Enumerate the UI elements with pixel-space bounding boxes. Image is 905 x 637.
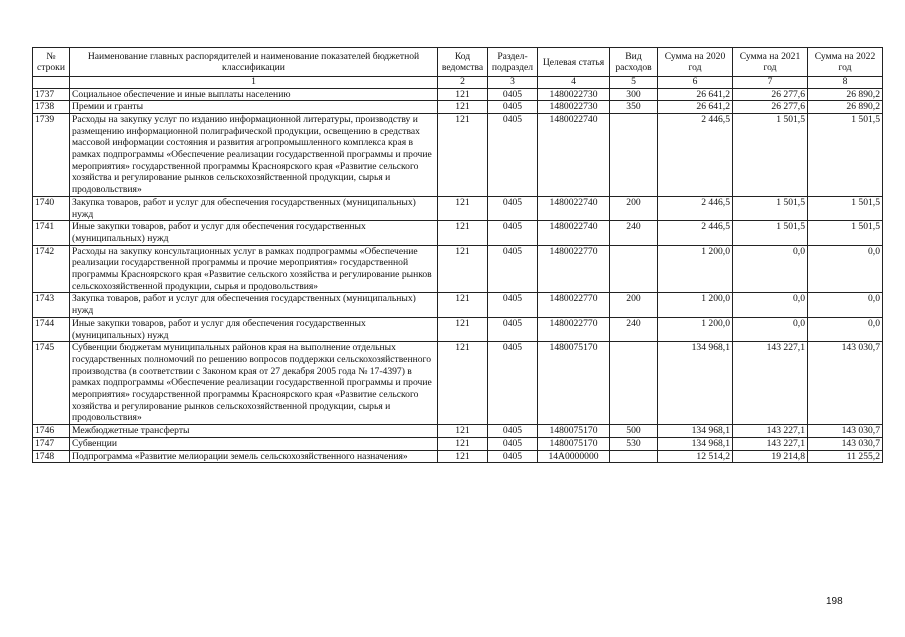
table-row	[33, 88, 883, 101]
row-number: 1737	[33, 88, 70, 101]
row-section: 0405	[488, 113, 538, 196]
row-number: 1743	[33, 293, 70, 317]
row-dept-code: 121	[438, 88, 488, 101]
row-sum-2020: 2 446,5	[658, 221, 733, 245]
row-name: Закупка товаров, работ и услуг для обеспечения государственных (муниципальных) нужд	[70, 196, 438, 220]
row-sum-2020: 134 968,1	[658, 437, 733, 450]
row-section: 0405	[488, 245, 538, 293]
row-sum-2021: 0,0	[733, 317, 808, 341]
row-name: Иные закупки товаров, работ и услуг для обеспечения государственных (муниципальных) нужд	[70, 221, 438, 245]
header-expense-type: Вид расходов	[610, 48, 658, 77]
budget-table	[32, 47, 883, 463]
row-section: 0405	[488, 221, 538, 245]
row-dept-code: 121	[438, 221, 488, 245]
table-row	[33, 425, 883, 438]
row-sum-2022: 1 501,5	[808, 196, 883, 220]
header-row-number: № строки	[33, 48, 70, 77]
row-target: 1480022730	[538, 88, 610, 101]
row-expense-type	[610, 342, 658, 425]
table-row	[33, 317, 883, 341]
row-sum-2022: 26 890,2	[808, 101, 883, 114]
row-sum-2021: 143 227,1	[733, 425, 808, 438]
row-target: 1480075170	[538, 425, 610, 438]
row-dept-code: 121	[438, 293, 488, 317]
row-expense-type: 200	[610, 293, 658, 317]
row-expense-type: 240	[610, 317, 658, 341]
row-dept-code: 121	[438, 425, 488, 438]
row-expense-type	[610, 450, 658, 463]
row-dept-code: 121	[438, 196, 488, 220]
row-target: 1480022770	[538, 293, 610, 317]
row-name: Премии и гранты	[70, 101, 438, 114]
page-number: 198	[826, 596, 843, 607]
row-name: Подпрограмма «Развитие мелиорации земель сельскохозяйственного назначения»	[70, 450, 438, 463]
row-sum-2020: 26 641,2	[658, 88, 733, 101]
row-section: 0405	[488, 425, 538, 438]
column-number: 4	[538, 77, 610, 89]
row-number: 1739	[33, 113, 70, 196]
table-row	[33, 101, 883, 114]
row-dept-code: 121	[438, 113, 488, 196]
row-sum-2020: 134 968,1	[658, 425, 733, 438]
row-sum-2022: 1 501,5	[808, 221, 883, 245]
row-sum-2021: 1 501,5	[733, 221, 808, 245]
row-dept-code: 121	[438, 342, 488, 425]
row-section: 0405	[488, 196, 538, 220]
header-target: Целевая статья	[538, 48, 610, 77]
row-target: 14А0000000	[538, 450, 610, 463]
budget-table-sheet	[32, 47, 882, 463]
row-number: 1740	[33, 196, 70, 220]
row-name: Субвенции	[70, 437, 438, 450]
row-sum-2022: 143 030,7	[808, 342, 883, 425]
row-target: 1480022740	[538, 196, 610, 220]
row-section: 0405	[488, 293, 538, 317]
row-name: Расходы на закупку услуг по изданию информационной литературы, производству и размещению информационной полиграфической продукции, освещению в средствах массовой информации состояния и развития агропромышленного комплекса края в рамках подпрограммы «Обеспечение реализации государственной программы и прочие мероприятия» государственной программы Красноярского края «Развитие сельского хозяйства и регулирование рынков сельскохозяйственной продукции, сырья и продовольствия»	[70, 113, 438, 196]
column-number: 6	[658, 77, 733, 89]
row-number: 1744	[33, 317, 70, 341]
row-sum-2021: 0,0	[733, 245, 808, 293]
row-sum-2021: 1 501,5	[733, 196, 808, 220]
column-number: 5	[610, 77, 658, 89]
row-sum-2020: 134 968,1	[658, 342, 733, 425]
row-name: Социальное обеспечение и иные выплаты населению	[70, 88, 438, 101]
row-dept-code: 121	[438, 450, 488, 463]
row-section: 0405	[488, 88, 538, 101]
row-name: Закупка товаров, работ и услуг для обеспечения государственных (муниципальных) нужд	[70, 293, 438, 317]
row-sum-2022: 0,0	[808, 317, 883, 341]
row-target: 1480075170	[538, 342, 610, 425]
row-sum-2020: 1 200,0	[658, 245, 733, 293]
header-sum-2020: Сумма на 2020 год	[658, 48, 733, 77]
row-expense-type	[610, 113, 658, 196]
row-sum-2021: 26 277,6	[733, 88, 808, 101]
row-expense-type: 240	[610, 221, 658, 245]
row-sum-2020: 1 200,0	[658, 317, 733, 341]
column-number: 1	[70, 77, 438, 89]
header-sum-2022: Сумма на 2022 год	[808, 48, 883, 77]
row-sum-2021: 1 501,5	[733, 113, 808, 196]
row-expense-type: 300	[610, 88, 658, 101]
table-row	[33, 342, 883, 425]
row-number: 1741	[33, 221, 70, 245]
row-number: 1738	[33, 101, 70, 114]
table-row	[33, 196, 883, 220]
row-name: Субвенции бюджетам муниципальных районов края на выполнение отдельных государственных полномочий по решению вопросов поддержки сельскохозяйственного производства (в соответствии с Законом края от 27 декабря 2005 года № 17-4397) в рамках подпрограммы «Обеспечение реализации государственной программы и прочие мероприятия» государственной программы Красноярского края «Развитие сельского хозяйства и регулирование рынков сельскохозяйственной продукции, сырья и продовольствия»	[70, 342, 438, 425]
table-header-row	[33, 48, 883, 77]
row-sum-2022: 0,0	[808, 293, 883, 317]
row-name: Межбюджетные трансферты	[70, 425, 438, 438]
row-sum-2020: 2 446,5	[658, 113, 733, 196]
row-section: 0405	[488, 101, 538, 114]
row-dept-code: 121	[438, 101, 488, 114]
column-number: 7	[733, 77, 808, 89]
row-sum-2022: 0,0	[808, 245, 883, 293]
table-row	[33, 450, 883, 463]
row-expense-type	[610, 245, 658, 293]
row-number: 1742	[33, 245, 70, 293]
row-target: 1480022730	[538, 101, 610, 114]
row-dept-code: 121	[438, 245, 488, 293]
row-name: Иные закупки товаров, работ и услуг для обеспечения государственных (муниципальных) нужд	[70, 317, 438, 341]
row-sum-2022: 143 030,7	[808, 425, 883, 438]
row-target: 1480075170	[538, 437, 610, 450]
row-sum-2021: 26 277,6	[733, 101, 808, 114]
row-number: 1746	[33, 425, 70, 438]
column-number: 8	[808, 77, 883, 89]
row-target: 1480022770	[538, 317, 610, 341]
row-sum-2021: 0,0	[733, 293, 808, 317]
header-name: Наименование главных распорядителей и наименование показателей бюджетной классификации	[70, 48, 438, 77]
row-sum-2021: 19 214,8	[733, 450, 808, 463]
column-number: 2	[438, 77, 488, 89]
row-sum-2021: 143 227,1	[733, 437, 808, 450]
row-sum-2020: 2 446,5	[658, 196, 733, 220]
row-number: 1745	[33, 342, 70, 425]
row-sum-2022: 11 255,2	[808, 450, 883, 463]
row-sum-2020: 12 514,2	[658, 450, 733, 463]
table-row	[33, 437, 883, 450]
row-section: 0405	[488, 450, 538, 463]
column-number-row	[33, 77, 883, 89]
table-row	[33, 221, 883, 245]
row-sum-2022: 143 030,7	[808, 437, 883, 450]
row-dept-code: 121	[438, 317, 488, 341]
row-name: Расходы на закупку консультационных услуг в рамках подпрограммы «Обеспечение реализации государственной программы и прочие мероприятия» государственной программы Красноярского края «Развитие сельского хозяйства и регулирование рынков сельскохозяйственной продукции, сырья и продовольствия»	[70, 245, 438, 293]
row-number: 1748	[33, 450, 70, 463]
column-number	[33, 77, 70, 89]
row-sum-2021: 143 227,1	[733, 342, 808, 425]
header-section: Раздел-подраздел	[488, 48, 538, 77]
row-sum-2022: 1 501,5	[808, 113, 883, 196]
row-section: 0405	[488, 342, 538, 425]
header-sum-2021: Сумма на 2021 год	[733, 48, 808, 77]
row-expense-type: 200	[610, 196, 658, 220]
row-number: 1747	[33, 437, 70, 450]
row-target: 1480022740	[538, 221, 610, 245]
row-dept-code: 121	[438, 437, 488, 450]
row-target: 1480022740	[538, 113, 610, 196]
column-number: 3	[488, 77, 538, 89]
table-row	[33, 113, 883, 196]
row-section: 0405	[488, 317, 538, 341]
row-expense-type: 350	[610, 101, 658, 114]
row-target: 1480022770	[538, 245, 610, 293]
row-expense-type: 500	[610, 425, 658, 438]
row-sum-2022: 26 890,2	[808, 88, 883, 101]
row-expense-type: 530	[610, 437, 658, 450]
header-dept-code: Код ведомства	[438, 48, 488, 77]
row-sum-2020: 26 641,2	[658, 101, 733, 114]
table-row	[33, 245, 883, 293]
row-sum-2020: 1 200,0	[658, 293, 733, 317]
row-section: 0405	[488, 437, 538, 450]
table-row	[33, 293, 883, 317]
